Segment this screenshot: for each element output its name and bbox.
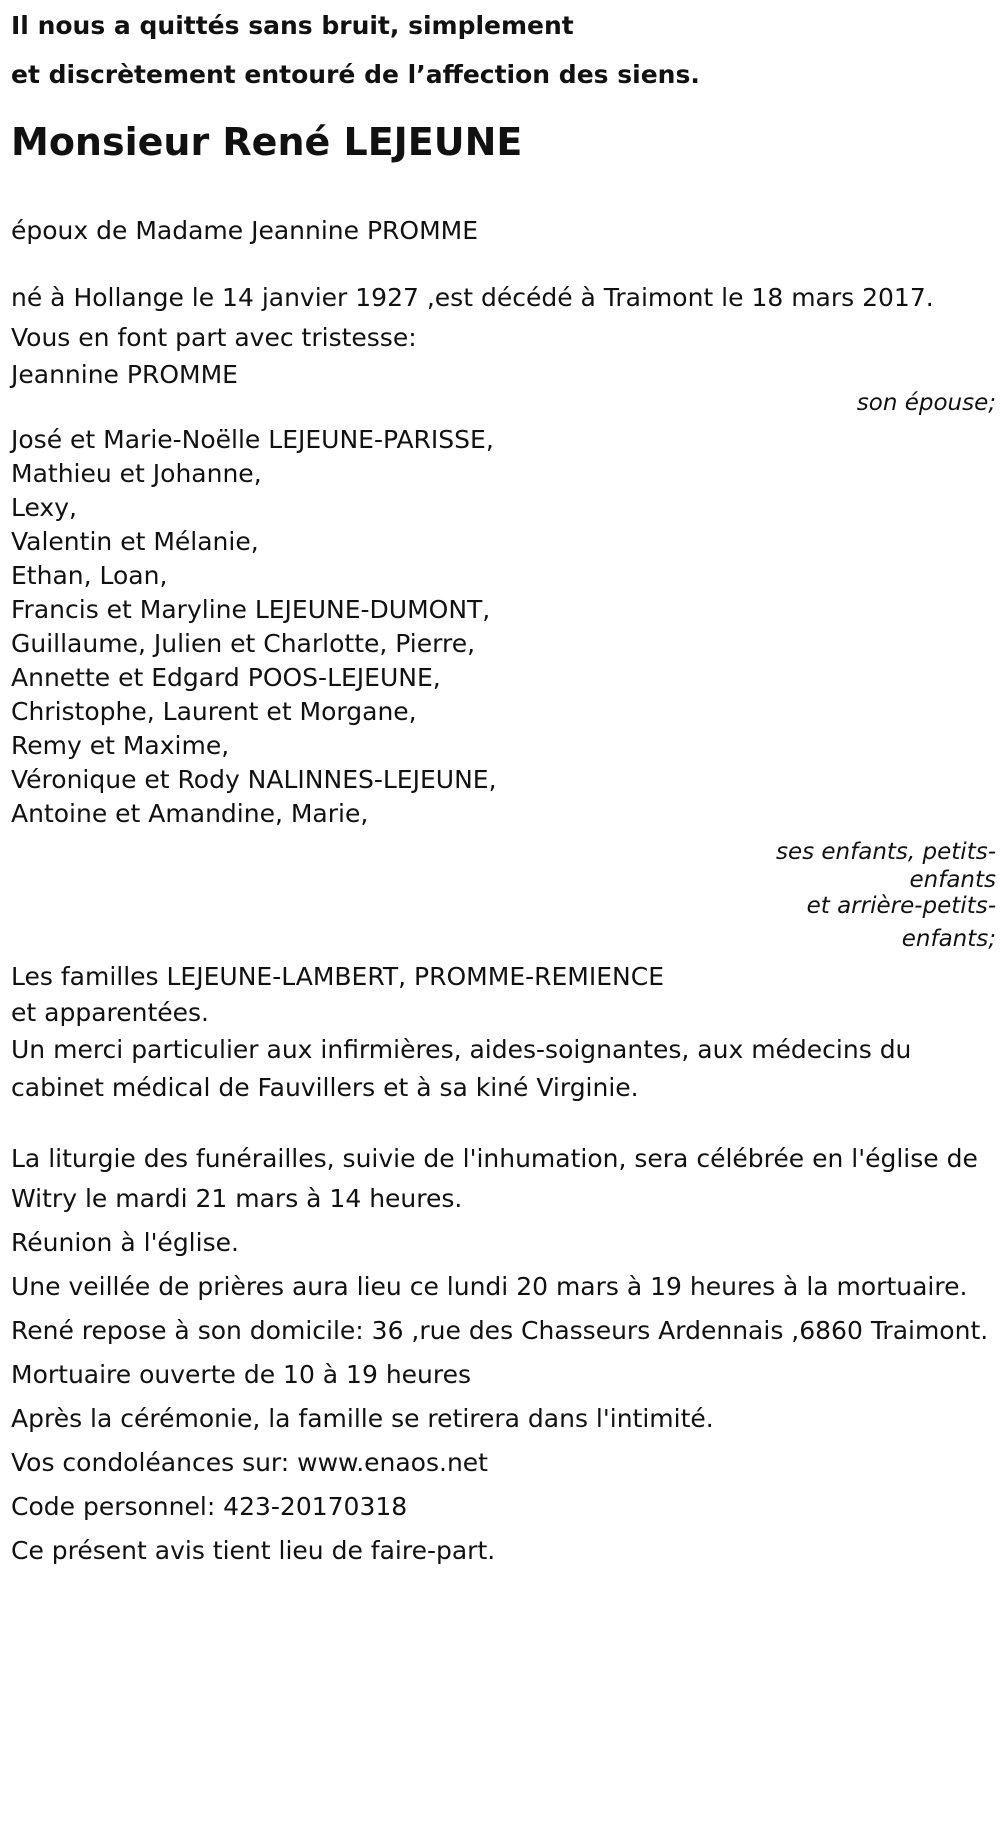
rest-text: René repose à son domicile: 36 ,rue des Chasseurs Ardennais ,6860 Traimont. — [11, 1316, 989, 1345]
condolences-text: Vos condoléances sur: www.enaos.net — [11, 1448, 488, 1477]
list-item: Véronique et Rody NALINNES-LEJEUNE, — [11, 765, 497, 794]
birth-death-line: né à Hollange le 14 janvier 1927 ,est décédé à Traimont le 18 mars 2017. — [11, 283, 934, 312]
families-line-2: et apparentées. — [11, 998, 209, 1027]
list-item: Antoine et Amandine, Marie, — [11, 799, 369, 828]
list-item: José et Marie-Noëlle LEJEUNE-PARISSE, — [11, 425, 494, 454]
announce-intro: Vous en font part avec tristesse: — [11, 323, 417, 352]
spouse-name: Jeannine PROMME — [11, 360, 238, 389]
vigil-text: Une veillée de prières aura lieu ce lundi 20 mars à 19 heures à la mortuaire. — [11, 1272, 968, 1301]
children-relation-line-4: enfants; — [901, 926, 996, 952]
intro-line-2: et discrètement entouré de l’affection des siens. — [11, 60, 700, 89]
children-relation — [11, 837, 996, 959]
spouse-relation: son épouse; — [856, 390, 996, 416]
list-item: Christophe, Laurent et Morgane, — [11, 697, 417, 726]
list-item: Remy et Maxime, — [11, 731, 230, 760]
intro-text — [11, 1, 996, 99]
children-relation-line-1: ses enfants, petits- — [775, 839, 996, 865]
liturgy-text: La liturgie des funérailles, suivie de l'inhumation, sera célébrée en l'église de Witry le mardi 21 mars à 14 heures. — [11, 1144, 978, 1213]
mortuary-text: Mortuaire ouverte de 10 à 19 heures — [11, 1360, 472, 1389]
families-line-1: Les familles LEJEUNE-LAMBERT, PROMME-REMIENCE — [11, 962, 664, 991]
intro-line-1: Il nous a quittés sans bruit, simplement — [11, 11, 574, 40]
deceased-name: Monsieur René LEJEUNE — [11, 120, 523, 164]
list-item: Lexy, — [11, 493, 77, 522]
notice-text: Ce présent avis tient lieu de faire-part. — [11, 1536, 496, 1565]
list-item: Annette et Edgard POOS-LEJEUNE, — [11, 663, 441, 692]
list-item: Valentin et Mélanie, — [11, 527, 259, 556]
list-item: Mathieu et Johanne, — [11, 459, 262, 488]
list-item: Guillaume, Julien et Charlotte, Pierre, — [11, 629, 476, 658]
thanks-text: Un merci particulier aux infirmières, aides-soignantes, aux médecins du cabinet médical de Fauvillers et à sa kiné Virginie. — [11, 1035, 912, 1102]
code-text: Code personnel: 423-20170318 — [11, 1492, 408, 1521]
after-text: Après la cérémonie, la famille se retirera dans l'intimité. — [11, 1404, 714, 1433]
obituary-content — [11, 0, 996, 1571]
children-relation-line-2: enfants — [909, 867, 996, 893]
list-item: Francis et Maryline LEJEUNE-DUMONT, — [11, 595, 491, 624]
children-relation-line-3: et arrière-petits- — [806, 893, 996, 919]
spouse-line: époux de Madame Jeannine PROMME — [11, 216, 479, 245]
list-item: Ethan, Loan, — [11, 561, 168, 590]
children-list — [11, 423, 996, 831]
meeting-text: Réunion à l'église. — [11, 1228, 239, 1257]
